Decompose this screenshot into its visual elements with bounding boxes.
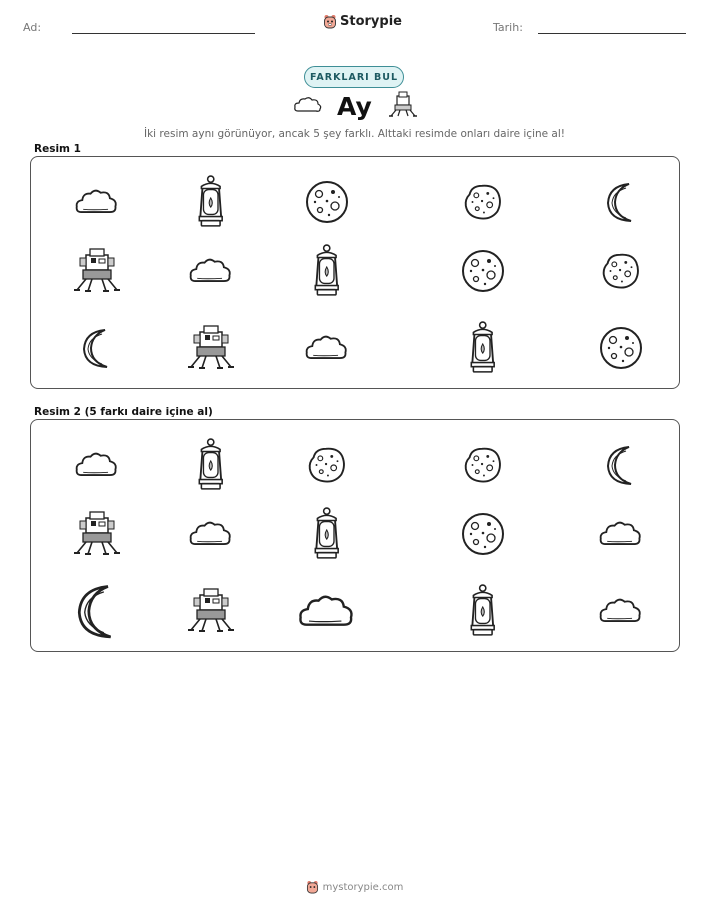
footer	[0, 880, 709, 894]
footer-url: mystorypie.com	[322, 881, 404, 893]
cloud-icon	[297, 318, 357, 378]
lunar-lander-icon[interactable]	[181, 581, 241, 641]
date-label: Tarih:	[493, 21, 523, 34]
lantern-icon[interactable]	[453, 581, 513, 641]
title-lunar-lander-icon	[388, 90, 418, 122]
name-field-line[interactable]	[72, 33, 255, 34]
moon-rock-icon[interactable]	[453, 435, 513, 495]
date-field-line[interactable]	[538, 33, 686, 34]
moon-full-icon	[591, 318, 651, 378]
crescent-moon-icon	[67, 318, 127, 378]
instructions: İki resim aynı görünüyor, ancak 5 şey farklı. Alttaki resimde onları daire içine al!	[144, 128, 565, 140]
moon-full-icon	[297, 172, 357, 232]
lunar-lander-icon	[181, 318, 241, 378]
brand-logo	[323, 14, 402, 29]
picture2-panel[interactable]	[30, 419, 680, 652]
lunar-lander-icon	[67, 241, 127, 301]
crescent-moon-icon[interactable]	[591, 435, 651, 495]
picture1-label: Resim 1	[34, 143, 81, 155]
cloud-icon[interactable]	[181, 504, 241, 564]
storypie-mascot-icon	[323, 14, 337, 29]
moon-full-icon	[453, 241, 513, 301]
moon-rock-icon	[453, 172, 513, 232]
lantern-icon	[453, 318, 513, 378]
cloud-icon[interactable]	[67, 435, 127, 495]
moon-full-icon[interactable]	[453, 504, 513, 564]
lantern-icon[interactable]	[181, 435, 241, 495]
picture1-panel	[30, 156, 680, 389]
title-cloud-icon	[293, 95, 323, 119]
crescent-moon-icon	[591, 172, 651, 232]
lantern-icon	[181, 172, 241, 232]
cloud-icon	[181, 241, 241, 301]
name-label: Ad:	[23, 21, 42, 34]
lantern-icon[interactable]	[297, 504, 357, 564]
lantern-icon	[297, 241, 357, 301]
cloud-icon[interactable]	[591, 581, 651, 641]
cloud-icon[interactable]	[591, 504, 651, 564]
crescent-moon-icon[interactable]	[67, 581, 127, 641]
picture2-label: Resim 2 (5 farkı daire içine al)	[34, 406, 213, 418]
brand-name: Storypie	[340, 14, 402, 29]
cloud-icon[interactable]	[297, 581, 357, 641]
storypie-mascot-icon	[306, 880, 319, 894]
moon-rock-icon	[591, 241, 651, 301]
cloud-icon	[67, 172, 127, 232]
moon-rock-icon[interactable]	[297, 435, 357, 495]
activity-badge: FARKLARI BUL	[304, 66, 404, 88]
page-title: Ay	[337, 92, 372, 121]
lunar-lander-icon[interactable]	[67, 504, 127, 564]
